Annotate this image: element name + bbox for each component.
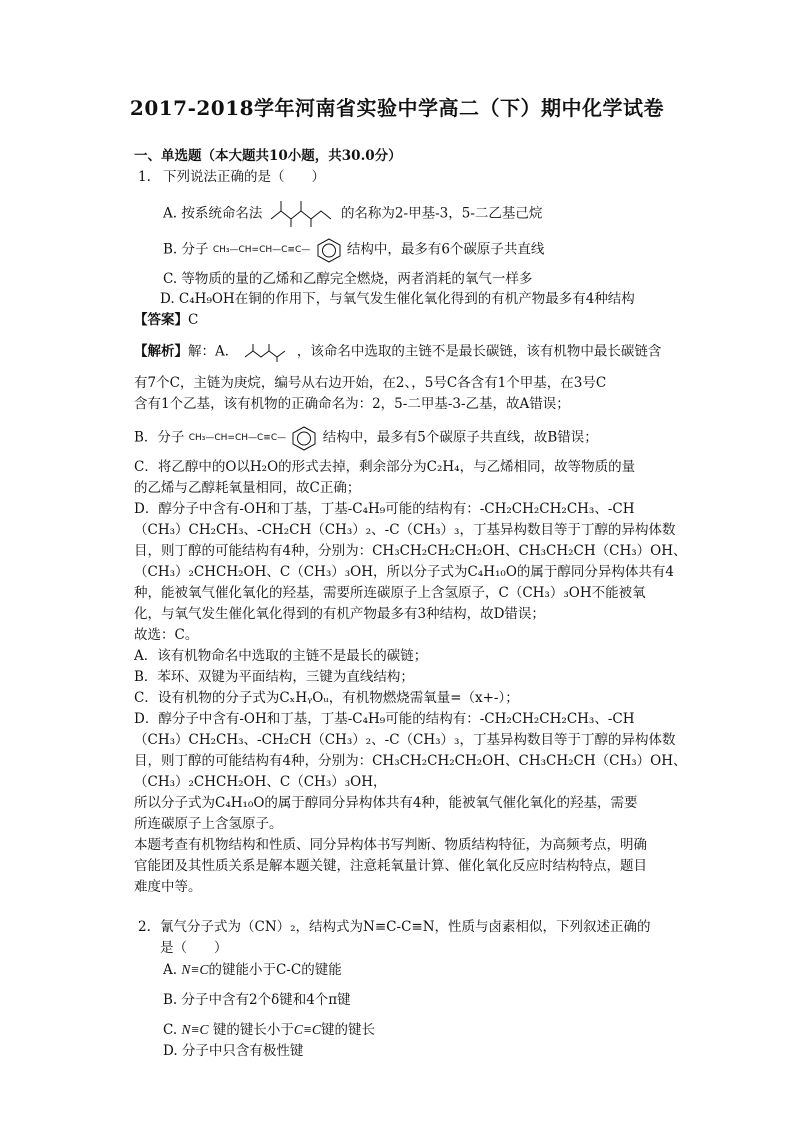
q2-option-c-mid: 键的键长小于 — [212, 1022, 294, 1038]
rest-line-16: （CH₃）₂CHCH₂OH、C（CH₃）₃OH， — [134, 774, 387, 790]
analysis-b-post: 结构中，最多有5个碳原子共直线，故B错误； — [322, 429, 598, 446]
analysis-first-post: ，该命名中选取的主链不是最长碳链，该有机物中最长碳链含 — [296, 343, 662, 360]
rest-line-21: 难度中等。 — [134, 879, 202, 895]
q2-option-c-math2: C≡C — [293, 1022, 321, 1037]
rest-line-5: 目，则丁醇的可能结构有4种，分别为：CH₃CH₂CH₂CH₂OH、CH₃CH₂CH（CH₃）OH、 — [134, 543, 687, 559]
q2-stem-2: 是（ ） — [160, 940, 228, 956]
analysis-b-line — [134, 425, 598, 451]
analysis-line-2: 含有1个乙基，该有机物的正确命名为：2，5-二甲基-3-乙基，故A错误； — [134, 396, 570, 412]
q2-option-a-post: 的键能小于C-C的键能 — [208, 962, 342, 978]
rest-line-7: 种，能被氧气催化氧化的羟基，需要所连碳原子上含氢原子，C（CH₃）₃OH不能被氧 — [134, 585, 646, 601]
answer-value: C — [188, 312, 199, 328]
analysis-b-formula: CH₃—CH=CH—C≡C— — [188, 433, 287, 443]
q1-option-d: D. C₄H₉OH在铜的作用下，与氧气发生催化氧化得到的有机产物最多有4种结构 — [160, 291, 635, 307]
skeletal-structure-small-icon — [243, 341, 293, 363]
skeletal-structure-icon — [267, 199, 337, 229]
q2-stem-1: 氰气分子式为（CN）₂，结构式为N≡C-C≡N，性质与卤素相似，下列叙述正确的 — [160, 919, 651, 935]
rest-line-9: 故选：C。 — [134, 627, 199, 643]
rest-line-2: 的乙烯与乙醇耗氧量相同，故C正确； — [134, 480, 361, 496]
q2-number: 2. — [138, 919, 151, 935]
q2-option-c-pre: C. — [163, 1022, 178, 1038]
rest-line-12: C．设有机物的分子式为CₓHᵧOᵤ，有机物燃烧需氧量=（x+-）； — [134, 690, 519, 706]
q1-number: 1. — [138, 169, 151, 185]
q1-option-b-post: 结构中，最多有6个碳原子共直线 — [346, 241, 545, 258]
q1-option-b — [163, 237, 544, 263]
q1-option-a-pre: A. 按系统命名法 — [163, 205, 263, 222]
rest-line-14: （CH₃）CH₂CH₃、-CH₂CH（CH₃）₂、-C（CH₃）₃，丁基异构数目等于丁醇的异构体数 — [134, 732, 676, 748]
analysis-first-pre: 解：A． — [188, 343, 239, 360]
q1-answer — [134, 311, 198, 329]
q2-option-b: B. 分子中含有2个δ键和4个π键 — [163, 992, 351, 1008]
q1-analysis-first — [134, 341, 661, 363]
q2-option-c — [163, 1021, 375, 1039]
q2-option-d: D. 分子中只含有极性键 — [163, 1043, 304, 1059]
rest-line-8: 化，与氧气发生催化氧化得到的有机产物最多有3种结构，故D错误； — [134, 606, 545, 622]
answer-label: 【答案】 — [134, 312, 188, 328]
rest-line-4: （CH₃）CH₂CH₃、-CH₂CH（CH₃）₂、-C（CH₃）₃，丁基异构数目等于丁醇的异构体数 — [134, 522, 676, 538]
rest-line-11: B．苯环、双键为平面结构，三键为直线结构； — [134, 669, 414, 685]
q1-option-a — [163, 199, 542, 229]
rest-line-17: 所以分子式为C₄H₁₀O的属于醇同分异构体共有4种，能被氧气催化氧化的羟基，需要 — [134, 795, 638, 811]
q1-option-a-post: 的名称为2-甲基-3，5-二乙基己烷 — [340, 205, 543, 222]
q2-option-a-pre: A. — [163, 962, 178, 978]
q2-option-a — [163, 961, 342, 979]
rest-line-20: 官能团及其性质关系是解本题关键，注意耗氧量计算、催化氧化反应时结构特点，题目 — [134, 858, 647, 874]
q1-stem: 下列说法正确的是（ ） — [163, 169, 325, 185]
q2-option-a-math: N≡C — [181, 962, 209, 977]
benzene-ring-icon — [315, 237, 343, 263]
rest-line-3: D．醇分子中含有-OH和丁基，丁基-C₄H₉可能的结构有：-CH₂CH₂CH₂CH₃、-CH — [134, 501, 635, 517]
q2-option-c-math1: N≡C — [181, 1022, 209, 1037]
rest-line-10: A．该有机物命名中选取的主链不是最长的碳链； — [134, 648, 428, 664]
rest-line-1: C．将乙醇中的O以H₂O的形式去掉，剩余部分为C₂H₄，与乙烯相同，故等物质的量 — [134, 459, 636, 475]
rest-line-6: （CH₃）₂CHCH₂OH、C（CH₃）₃OH，所以分子式为C₄H₁₀O的属于醇同分异构体共有4 — [134, 564, 674, 580]
rest-line-18: 所连碳原子上含氢原子。 — [134, 816, 283, 832]
rest-line-13: D．醇分子中含有-OH和丁基，丁基-C₄H₉可能的结构有：-CH₂CH₂CH₂CH₃、-CH — [134, 711, 635, 727]
q2-option-c-post: 键的键长 — [320, 1022, 375, 1038]
section-heading: 一、单选题（本大题共10小题，共30.0分） — [134, 148, 402, 164]
benzene-ring-icon — [290, 425, 318, 451]
analysis-line-1: 有7个C，主链为庚烷，编号从右边开始，在2、，5号C各含有1个甲基，在3号C — [134, 375, 607, 391]
q1-option-b-formula: CH₃—CH=CH—C≡C— — [212, 245, 311, 255]
rest-line-19: 本题考查有机物结构和性质、同分异构体书写判断、物质结构特征，为高频考点，明确 — [134, 837, 647, 853]
q1-option-c: C. 等物质的量的乙烯和乙醇完全燃烧，两者消耗的氧气一样多 — [163, 271, 533, 287]
rest-line-15: 目，则丁醇的可能结构有4种，分别为：CH₃CH₂CH₂CH₂OH、CH₃CH₂CH（CH₃）OH、 — [134, 753, 687, 769]
page-title: 2017-2018学年河南省实验中学高二（下）期中化学试卷 — [129, 96, 665, 120]
analysis-label: 【解析】 — [134, 343, 188, 360]
q1-option-b-pre: B. 分子 — [163, 241, 209, 258]
analysis-b-pre: B．分子 — [134, 429, 185, 446]
